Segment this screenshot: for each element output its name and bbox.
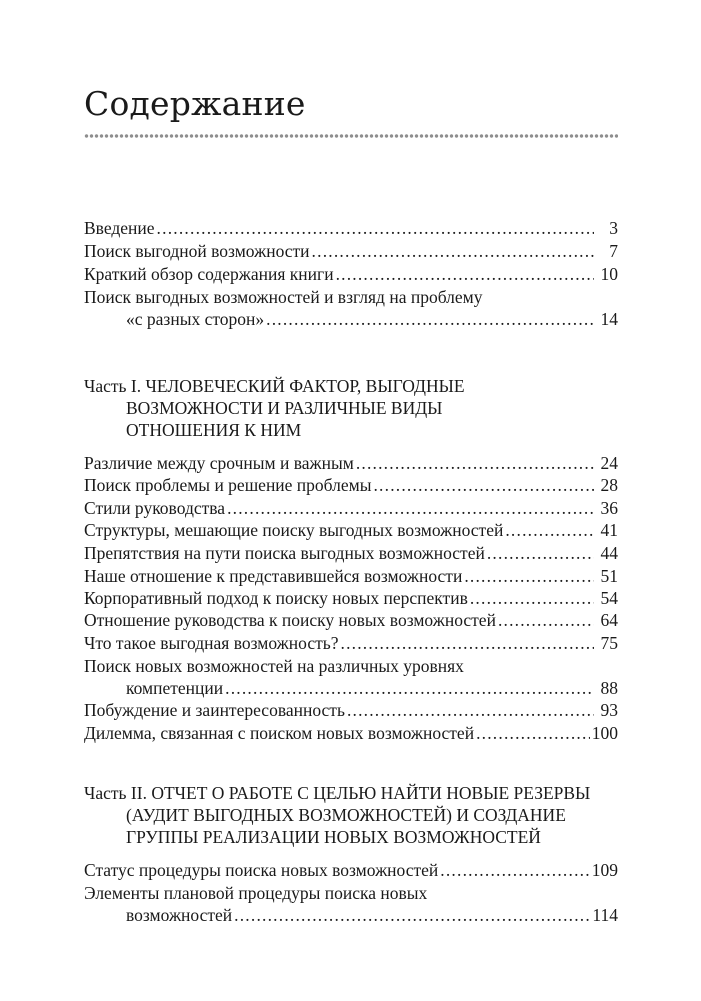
title-dotted-rule	[84, 133, 618, 139]
toc-entry-label: Побуждение и заинтересованность	[84, 700, 345, 720]
toc-page-number: 64	[600, 610, 618, 630]
leader-dots	[341, 632, 595, 654]
toc-page-number: 100	[591, 723, 618, 743]
toc-entry[interactable]	[84, 632, 618, 654]
part-heading-line: (АУДИТ ВЫГОДНЫХ ВОЗМОЖНОСТЕЙ) И СОЗДАНИЕ	[126, 805, 566, 825]
toc-entry-label: Поиск выгодных возможностей и взгляд на проблему	[84, 287, 483, 307]
toc-page-number: 88	[600, 678, 618, 698]
page-title: Содержание	[84, 84, 306, 123]
toc-entry-label: Поиск выгодной возможности	[84, 241, 310, 261]
leader-dots	[336, 263, 594, 285]
part-heading-line: ОТНОШЕНИЯ К НИМ	[126, 420, 302, 440]
leader-dots	[356, 452, 594, 474]
toc-entry-label: Стили руководства	[84, 498, 226, 518]
toc-page-number: 28	[600, 475, 618, 495]
toc-entry[interactable]	[84, 263, 618, 285]
toc-entry-label-continued: «с разных сторон»	[126, 309, 265, 329]
toc-entry[interactable]	[84, 722, 618, 744]
leader-dots	[464, 565, 594, 587]
toc-page-number: 10	[600, 264, 618, 284]
toc-page-number: 93	[600, 700, 618, 720]
toc-entry[interactable]	[84, 565, 618, 587]
toc-entry-label: Структуры, мешающие поиску выгодных возможностей	[84, 520, 504, 540]
toc-page-number: 54	[600, 588, 618, 608]
toc-page-number: 36	[600, 498, 618, 518]
toc-entry[interactable]	[84, 497, 618, 519]
leader-dots	[266, 308, 594, 330]
toc-entry-label: Различие между срочным и важным	[84, 453, 354, 473]
part-heading	[84, 375, 618, 441]
part-heading-line: Часть I. ЧЕЛОВЕЧЕСКИЙ ФАКТОР, ВЫГОДНЫЕ	[84, 376, 465, 396]
toc-page-number: 7	[609, 241, 618, 261]
leader-dots	[487, 542, 594, 564]
toc-entry[interactable]	[84, 882, 618, 926]
toc-entry[interactable]	[84, 699, 618, 721]
toc-entry[interactable]	[84, 519, 618, 541]
toc-page-number: 44	[600, 543, 618, 563]
leader-dots	[476, 722, 590, 744]
leader-dots	[312, 240, 594, 262]
toc-entry[interactable]	[84, 452, 618, 474]
toc-page-number: 51	[600, 566, 618, 586]
toc-page-number: 3	[609, 218, 618, 238]
toc-entry[interactable]	[84, 240, 618, 262]
toc-entry[interactable]	[84, 286, 618, 330]
toc-entry-label: Элементы плановой процедуры поиска новых	[84, 883, 428, 903]
leader-dots	[498, 609, 594, 631]
toc-entry-label: Поиск проблемы и решение проблемы	[84, 475, 372, 495]
toc-entry-intro[interactable]	[84, 217, 618, 239]
part-heading-line: Часть II. ОТЧЕТ О РАБОТЕ С ЦЕЛЬЮ НАЙТИ НОВЫЕ РЕЗЕРВЫ	[84, 783, 591, 803]
toc-entry[interactable]	[84, 655, 618, 699]
leader-dots	[157, 217, 594, 239]
toc-entry[interactable]	[84, 609, 618, 631]
toc-entry[interactable]	[84, 859, 618, 881]
toc-entry-label: Поиск новых возможностей на различных уровнях	[84, 656, 464, 676]
toc-page-number: 41	[600, 520, 618, 540]
toc-page-number: 14	[600, 309, 618, 329]
part-heading-line: ВОЗМОЖНОСТИ И РАЗЛИЧНЫЕ ВИДЫ	[126, 398, 443, 418]
leader-dots	[373, 474, 594, 496]
toc-entry[interactable]	[84, 474, 618, 496]
leader-dots	[470, 587, 594, 609]
leader-dots	[225, 677, 594, 699]
toc-entry-label: Статус процедуры поиска новых возможностей	[84, 860, 439, 880]
leader-dots	[227, 497, 594, 519]
toc-entry-label: Краткий обзор содержания книги	[84, 264, 334, 284]
part-heading-line: ГРУППЫ РЕАЛИЗАЦИИ НОВЫХ ВОЗМОЖНОСТЕЙ	[126, 827, 541, 847]
toc-page-number: 24	[600, 453, 618, 473]
toc-entry-label: Препятствия на пути поиска выгодных возможностей	[84, 543, 485, 563]
leader-dots	[347, 699, 594, 721]
toc-page-number: 75	[600, 633, 618, 653]
leader-dots	[440, 859, 589, 881]
toc-entry-label-continued: компетенции	[126, 678, 224, 698]
toc-entry-label: Дилемма, связанная с поиском новых возможностей	[84, 723, 475, 743]
part-heading	[84, 782, 618, 848]
toc-entry-label: Введение	[84, 218, 155, 238]
toc-page-number: 109	[591, 860, 618, 880]
toc-entry-label: Что такое выгодная возможность?	[84, 633, 339, 653]
toc-page-number: 114	[592, 905, 618, 925]
toc-entry-label-continued: возможностей	[126, 905, 233, 925]
toc-entry[interactable]	[84, 587, 618, 609]
toc-entry-label: Отношение руководства к поиску новых возможностей	[84, 610, 496, 630]
leader-dots	[234, 904, 590, 926]
toc-entry-label: Корпоративный подход к поиску новых перспектив	[84, 588, 468, 608]
toc-entry[interactable]	[84, 542, 618, 564]
leader-dots	[505, 519, 594, 541]
toc-entry-label: Наше отношение к представившейся возможности	[84, 566, 463, 586]
